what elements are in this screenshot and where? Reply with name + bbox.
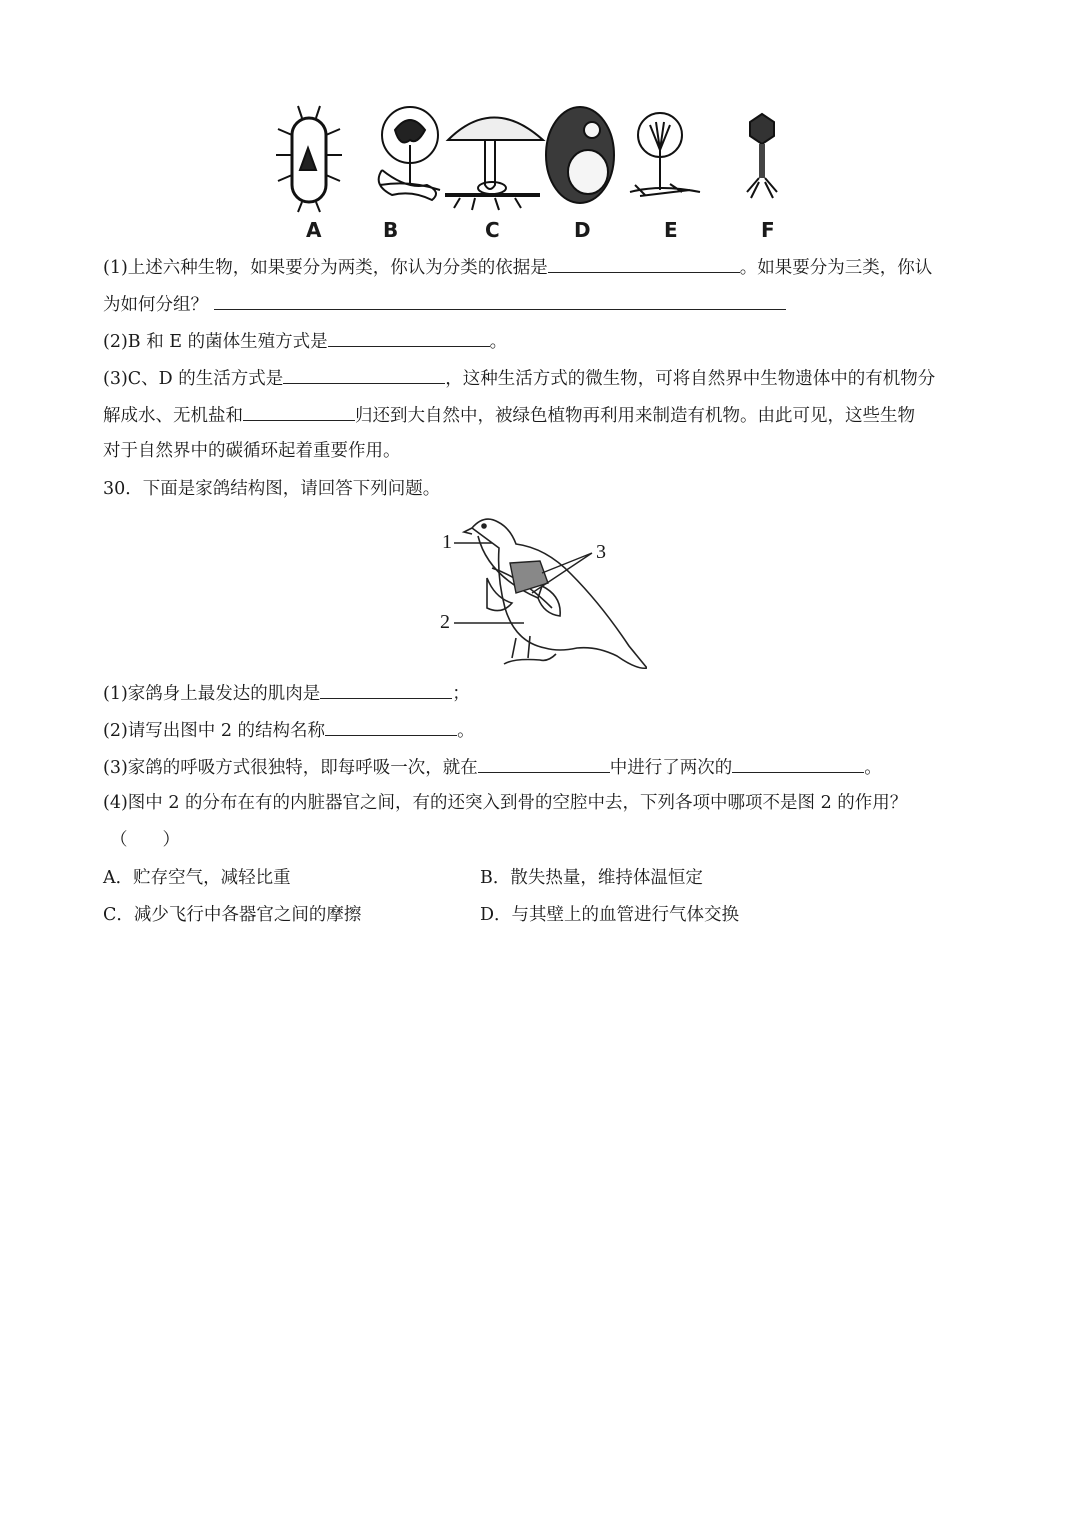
q30-title: 30．下面是家鸽结构图，请回答下列问题。 [103, 479, 441, 499]
diagram-label-1: 1 [442, 531, 452, 553]
option-a[interactable] [103, 864, 291, 889]
q29-p1-text-c: 为如何分组？ [103, 295, 208, 315]
q29-p1-text-a: (1)上述六种生物，如果要分为两类，你认为分类的依据是 [103, 258, 548, 278]
option-d[interactable] [480, 901, 739, 926]
q29-part2 [103, 328, 507, 354]
option-text: 减少飞行中各器官之间的摩擦 [133, 905, 362, 925]
q29-part3-cont [103, 402, 915, 428]
q29-p3-text-e: 对于自然界中的碳循环起着重要作用。 [103, 441, 401, 461]
mushroom-icon [445, 118, 543, 211]
q29-part3 [103, 365, 935, 391]
diagram-label-3: 3 [596, 541, 606, 563]
q30-part3 [103, 754, 882, 780]
q29-p1-text-b: 。如果要分为三类，你认 [739, 258, 933, 278]
answer-blank-2[interactable] [214, 291, 786, 310]
q29-part1 [103, 254, 932, 280]
option-letter: A． [103, 868, 134, 888]
q30-p3-text-c: 。 [864, 758, 882, 778]
q30-part4: (4)图中 2 的分布在有的内脏器官之间，有的还突入到骨的空腔中去，下列各项中哪项不是图 2 的作用？ [103, 793, 908, 813]
organism-label-b: B [383, 218, 399, 242]
q29-part3-end [103, 439, 401, 463]
q30-p2-text-a: (2)请写出图中 2 的结构名称 [103, 721, 326, 741]
answer-blank-9[interactable] [732, 754, 864, 773]
answer-blank-3[interactable] [328, 328, 490, 347]
q30-part2 [103, 717, 475, 743]
organism-label-a: A [306, 218, 322, 242]
q30-p1-text-b: ； [452, 684, 470, 704]
option-letter: D． [480, 905, 512, 925]
q30-p1-text-a: (1)家鸽身上最发达的肌肉是 [103, 684, 321, 704]
q29-part1-cont [103, 291, 786, 317]
organism-label-f: F [761, 218, 775, 242]
q29-p3-text-d: 归还到大自然中，被绿色植物再利用来制造有机物。由此可见，这些生物 [355, 406, 915, 426]
organism-label-c: C [485, 218, 500, 242]
option-text: 贮存空气，减轻比重 [133, 868, 291, 888]
organism-label-d: D [574, 218, 591, 242]
answer-blank-7[interactable] [325, 717, 457, 736]
q29-p2-text-a: (2)B 和 E 的菌体生殖方式是 [103, 332, 328, 352]
q30-part1 [103, 680, 470, 706]
answer-blank-5[interactable] [243, 402, 355, 421]
answer-blank-4[interactable] [283, 365, 445, 384]
option-letter: B． [480, 868, 511, 888]
answer-blank-6[interactable] [320, 680, 452, 699]
q29-p3-text-c: 解成水、无机盐和 [103, 406, 243, 426]
q30-p2-text-b: 。 [457, 721, 475, 741]
mold-icon [379, 107, 440, 200]
pigeon-diagram [432, 508, 647, 670]
option-letter: C． [103, 905, 134, 925]
penicillium-icon [630, 113, 700, 196]
diagram-label-2: 2 [440, 611, 450, 633]
option-b[interactable] [480, 864, 703, 889]
yeast-icon [546, 107, 614, 203]
answer-parentheses[interactable]: （ ） [110, 830, 180, 850]
q30-p3-text-b: 中进行了两次的 [609, 758, 733, 778]
answer-blank-1[interactable] [548, 254, 740, 273]
option-text: 散失热量，维持体温恒定 [510, 868, 703, 888]
q29-p3-text-a: (3)C、D 的生活方式是 [103, 369, 284, 389]
bacterium-icon [276, 106, 342, 212]
organism-label-e: E [664, 218, 678, 242]
virus-icon [742, 110, 782, 200]
q29-p2-text-b: 。 [489, 332, 508, 352]
q29-p3-text-b: ，这种生活方式的微生物，可将自然界中生物遗体中的有机物分 [445, 369, 936, 389]
answer-blank-8[interactable] [478, 754, 610, 773]
option-text: 与其壁上的血管进行气体交换 [511, 905, 740, 925]
option-c[interactable] [103, 901, 361, 926]
q30-p3-text-a: (3)家鸽的呼吸方式很独特，即每呼吸一次，就在 [103, 758, 478, 778]
